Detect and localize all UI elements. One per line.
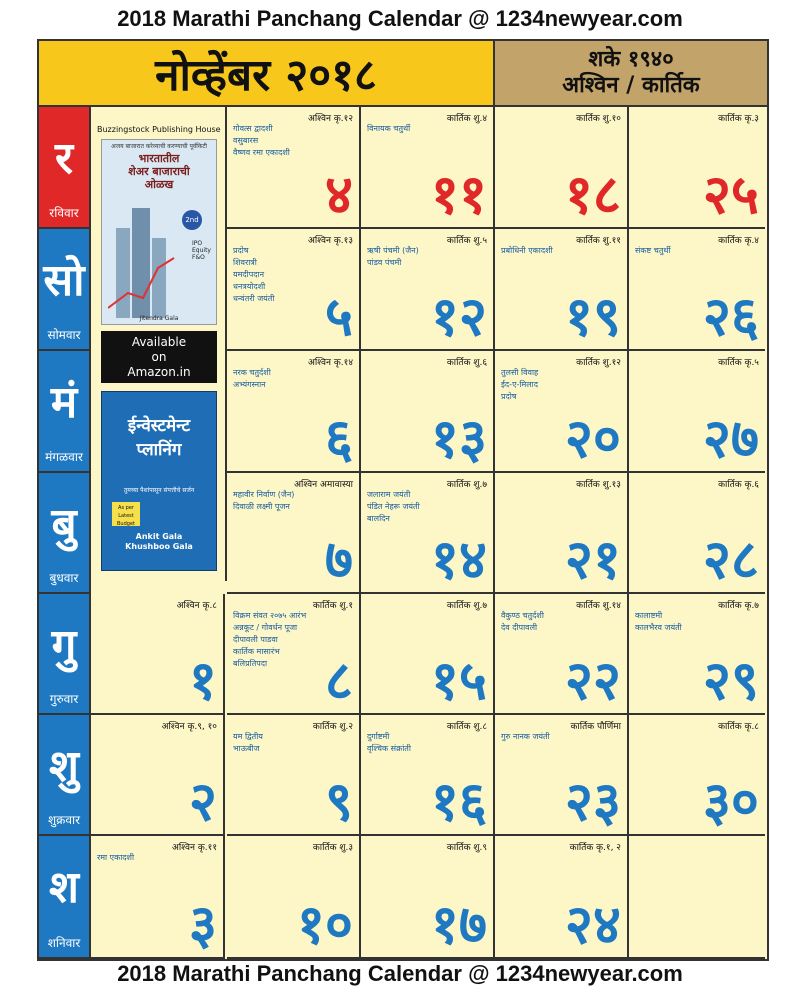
weekday-name: शनिवार — [47, 936, 81, 950]
tithi-label: कार्तिक कृ.३ — [718, 114, 759, 124]
events-list: नरक चतुर्दशी अभ्यंगस्नान — [233, 368, 271, 389]
book2-title: ईन्वेस्टमेन्ट प्लानिंग — [127, 416, 191, 460]
date-cell[interactable] — [227, 107, 361, 229]
events-list: संकष्ट चतुर्थी — [635, 246, 671, 255]
date-cell[interactable] — [227, 836, 361, 959]
book1-title: भारतातील शेअर बाजाराची ओळख — [128, 152, 190, 191]
edition-badge: 2nd — [182, 210, 202, 230]
date-cell[interactable] — [629, 473, 765, 594]
date-cell[interactable] — [629, 594, 765, 715]
weekday-name: बुधवार — [49, 571, 79, 585]
tithi-label: कार्तिक शु.२ — [312, 722, 353, 732]
tithi-label: कार्तिक शु.७ — [446, 480, 487, 490]
date-number: ७ — [324, 528, 353, 591]
weekday-name: शुक्रवार — [47, 813, 81, 827]
date-number: १७ — [430, 893, 487, 956]
date-number: ३ — [188, 893, 217, 956]
events-list: विनायक चतुर्थी — [367, 124, 411, 133]
date-cell[interactable] — [495, 107, 629, 229]
date-number: ४ — [324, 163, 353, 226]
date-number: ६ — [324, 407, 353, 470]
date-number: १३ — [430, 407, 487, 470]
tithi-label: कार्तिक शु.८ — [446, 722, 487, 732]
tithi-label: कार्तिक शु.७ — [446, 601, 487, 611]
tithi-label: कार्तिक शु.११ — [576, 236, 621, 246]
month-title: नोव्हेंबर २०१८ — [39, 41, 495, 107]
weekday-abbr: गु — [51, 620, 77, 671]
tithi-label: अश्विन कृ.१४ — [307, 358, 353, 368]
date-number: २४ — [564, 893, 621, 956]
tithi-label: कार्तिक कृ.८ — [718, 722, 759, 732]
date-cell[interactable] — [227, 473, 361, 594]
date-cell[interactable] — [495, 836, 629, 959]
weekday-abbr: श — [49, 862, 79, 913]
events-list: दुर्गाष्टमी वृश्चिक संक्रांती — [367, 732, 411, 753]
shaka-box — [495, 41, 767, 107]
tithi-label: कार्तिक शु.६ — [446, 358, 487, 368]
tithi-label: कार्तिक कृ.४ — [718, 236, 759, 246]
events-list: गुरु नानक जयंती — [501, 732, 550, 741]
tithi-label: कार्तिक शु.१४ — [576, 601, 621, 611]
site-title-bottom: 2018 Marathi Panchang Calendar @ 1234newyear.com — [117, 961, 683, 986]
building-illustration — [108, 198, 178, 318]
events-list: विक्रम संवत २०७५ आरंभ अन्नकूट / गोवर्धन पूजा दीपावली पाडवा कार्तिक मासारंभ बलिप्रतिपदा — [233, 611, 307, 668]
book2-tagline: तुमच्या पैशांपासून संपत्तीचे सर्जन — [123, 487, 195, 494]
weekday-abbr: बु — [51, 499, 77, 550]
weekday-name: सोमवार — [47, 328, 81, 342]
tithi-label: अश्विन कृ.९, १० — [161, 722, 217, 732]
date-cell[interactable] — [361, 836, 495, 959]
date-cell[interactable] — [495, 229, 629, 351]
amazon-availability[interactable]: Available on Amazon.in — [101, 331, 217, 383]
tithi-label: कार्तिक शु.१० — [576, 114, 621, 124]
date-cell[interactable] — [361, 473, 495, 594]
book1-topics: IPO Equity F&O — [192, 240, 211, 261]
tithi-label: कार्तिक कृ.५ — [718, 358, 759, 368]
date-number: ११ — [430, 163, 487, 226]
date-number: १४ — [430, 528, 487, 591]
tithi-label: कार्तिक शु.१३ — [576, 480, 621, 490]
book-cover-share-market[interactable] — [101, 139, 217, 325]
events-list: जलाराम जयंती पंडित नेहरू जयंती बालदिन — [367, 490, 420, 523]
date-cell[interactable] — [361, 229, 495, 351]
date-cell[interactable] — [629, 229, 765, 351]
date-number: १ — [188, 649, 217, 712]
events-list: यम द्वितीय भाऊबीज — [233, 732, 263, 753]
weekday-4 — [39, 473, 91, 594]
date-number: १८ — [564, 163, 621, 226]
date-cell[interactable] — [361, 594, 495, 715]
events-list: कालाष्टमी कालभैरव जयंती — [635, 611, 682, 632]
events-list: गोवत्स द्वादशी वसुबारस वैष्णव रमा एकादशी — [233, 124, 290, 157]
date-number: १२ — [430, 285, 487, 348]
lunar-months: अश्विन / कार्तिक — [562, 73, 700, 98]
date-cell[interactable] — [361, 351, 495, 473]
book1-banner: अजय बाजारात करेव्याची करण्याची पूर्वकिटी — [111, 143, 207, 150]
weekday-2 — [39, 229, 91, 351]
date-number: २० — [564, 407, 621, 470]
events-list: वैकुण्ठ चतुर्दशी देव दीपावली — [501, 611, 544, 632]
date-cell[interactable] — [227, 351, 361, 473]
tithi-label: कार्तिक शु.५ — [446, 236, 487, 246]
date-cell[interactable] — [629, 715, 765, 836]
events-list: प्रदोष शिवरात्री यमदीपदान धनत्रयोदशी धन्वंतरी जयंती — [233, 246, 275, 303]
date-cell[interactable] — [629, 351, 765, 473]
date-cell[interactable] — [495, 594, 629, 715]
tithi-label: कार्तिक शु.१२ — [576, 358, 621, 368]
date-cell[interactable] — [227, 594, 361, 715]
date-cell[interactable] — [227, 715, 361, 836]
date-number: २ — [188, 770, 217, 833]
weekday-abbr: मं — [50, 377, 78, 428]
calendar — [37, 39, 769, 961]
tithi-label: अश्विन कृ.८ — [176, 601, 217, 611]
date-cell[interactable] — [495, 473, 629, 594]
weekday-5 — [39, 594, 91, 715]
date-number: १० — [296, 893, 353, 956]
date-cell[interactable] — [91, 594, 225, 715]
date-number: २८ — [702, 528, 759, 591]
events-list: तुलसी विवाह ईद-ए-मिलाद प्रदोष — [501, 368, 539, 401]
tithi-label: कार्तिक शु.४ — [446, 114, 487, 124]
tithi-label: कार्तिक पौर्णिमा — [570, 722, 621, 732]
date-cell[interactable] — [495, 351, 629, 473]
date-number: २६ — [702, 285, 759, 348]
tithi-label: कार्तिक कृ.१, २ — [569, 843, 621, 853]
tithi-label: अश्विन कृ.१२ — [307, 114, 353, 124]
book1-author: Jitendra Gala — [139, 315, 179, 322]
weekday-7 — [39, 836, 91, 959]
date-number: ५ — [324, 285, 353, 348]
date-number: २५ — [702, 163, 759, 226]
shaka-year: शके १९४० — [588, 47, 674, 72]
tithi-label: कार्तिक शु.९ — [446, 843, 487, 853]
tithi-label: अश्विन कृ.१३ — [307, 236, 353, 246]
weekday-name: गुरुवार — [49, 692, 79, 706]
date-number: १९ — [564, 285, 621, 348]
events-list: प्रबोधिनी एकादशी — [501, 246, 553, 255]
date-number: ३० — [702, 770, 759, 833]
weekday-3 — [39, 351, 91, 473]
weekday-name: मंगळवार — [45, 450, 83, 464]
date-cell[interactable] — [361, 107, 495, 229]
date-number: २२ — [564, 649, 621, 712]
date-cell[interactable] — [629, 107, 765, 229]
publisher-name: Buzzingstock Publishing House — [97, 125, 221, 134]
tithi-label: अश्विन अमावास्या — [294, 480, 353, 490]
events-list: महावीर निर्वाण (जैन) दिवाळी लक्ष्मी पूजन — [233, 490, 295, 511]
tithi-label: कार्तिक कृ.६ — [718, 480, 759, 490]
date-number: ८ — [324, 649, 353, 712]
book-cover-investment-planning[interactable] — [101, 391, 217, 571]
weekday-6 — [39, 715, 91, 836]
site-title-top: 2018 Marathi Panchang Calendar @ 1234newyear.com — [117, 6, 683, 31]
date-number: २९ — [702, 649, 759, 712]
date-number: १६ — [430, 770, 487, 833]
date-cell[interactable] — [495, 715, 629, 836]
weekday-abbr: सो — [43, 255, 85, 306]
date-cell[interactable] — [91, 715, 225, 836]
tithi-label: कार्तिक शु.१ — [312, 601, 353, 611]
weekday-1 — [39, 107, 91, 229]
events-list: रमा एकादशी — [97, 853, 135, 862]
events-list: ऋषी पंचमी (जैन) पांडव पंचमी — [367, 246, 419, 267]
date-number: २१ — [564, 528, 621, 591]
date-number: ९ — [324, 770, 353, 833]
date-cell[interactable] — [361, 715, 495, 836]
tithi-label: कार्तिक कृ.७ — [718, 601, 759, 611]
weekday-abbr: र — [55, 133, 73, 184]
date-number: २३ — [564, 770, 621, 833]
tithi-label: कार्तिक शु.३ — [312, 843, 353, 853]
weekday-name: रविवार — [49, 206, 79, 220]
empty-cell — [629, 836, 765, 959]
book-advert[interactable] — [91, 107, 227, 581]
date-cell[interactable] — [91, 836, 225, 959]
weekday-abbr: शु — [49, 741, 79, 792]
date-number: १५ — [430, 649, 487, 712]
budget-badge: As per Latest Budget — [112, 502, 140, 526]
date-number: २७ — [702, 407, 759, 470]
tithi-label: अश्विन कृ.११ — [171, 843, 217, 853]
book2-authors: Ankit Gala Khushboo Gala — [125, 532, 193, 551]
date-cell[interactable] — [227, 229, 361, 351]
